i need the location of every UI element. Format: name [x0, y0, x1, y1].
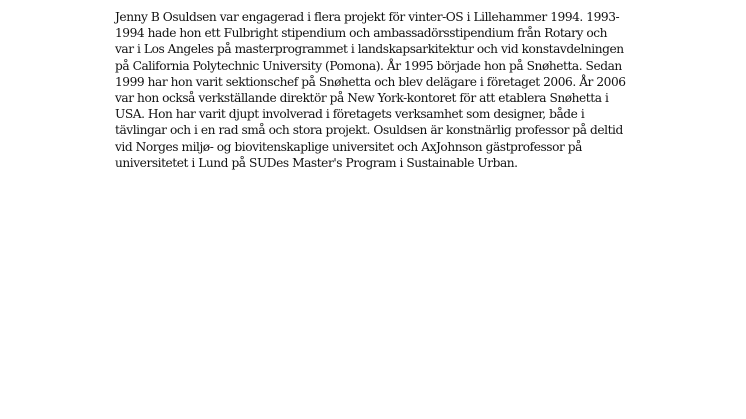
- biography-paragraph: [115, 9, 645, 171]
- paragraph-line: universitetet i Lund på SUDes Master's Program i Sustainable Urban.: [115, 155, 518, 170]
- paragraph-line: tävlingar och i en rad små och stora projekt. Osuldsen är konstnärlig professor på deltid: [115, 123, 623, 138]
- paragraph-line: på California Polytechnic University (Pomona). År 1995 började hon på Snøhetta. Sedan: [115, 58, 622, 73]
- paragraph-line: Jenny B Osuldsen var engagerad i flera projekt för vinter-OS i Lillehammer 1994. 1993-: [115, 10, 620, 24]
- paragraph-line: vid Norges miljø- og biovitenskaplige universitet och AxJohnson gästprofessor på: [115, 139, 582, 154]
- paragraph-line: 1999 har hon varit sektionschef på Snøhetta och blev delägare i företaget 2006. År 2006: [115, 74, 626, 89]
- paragraph-line: var hon också verkställande direktör på New York-kontoret för att etablera Snøhetta i: [115, 91, 609, 106]
- paragraph-line: var i Los Angeles på masterprogrammet i landskapsarkitektur och vid konstavdelningen: [115, 42, 624, 57]
- paragraph-line: 1994 hade hon ett Fulbright stipendium och ambassadörsstipendium från Rotary och: [115, 26, 607, 41]
- paragraph-line: USA. Hon har varit djupt involverad i företagets verksamhet som designer, både i: [115, 107, 585, 122]
